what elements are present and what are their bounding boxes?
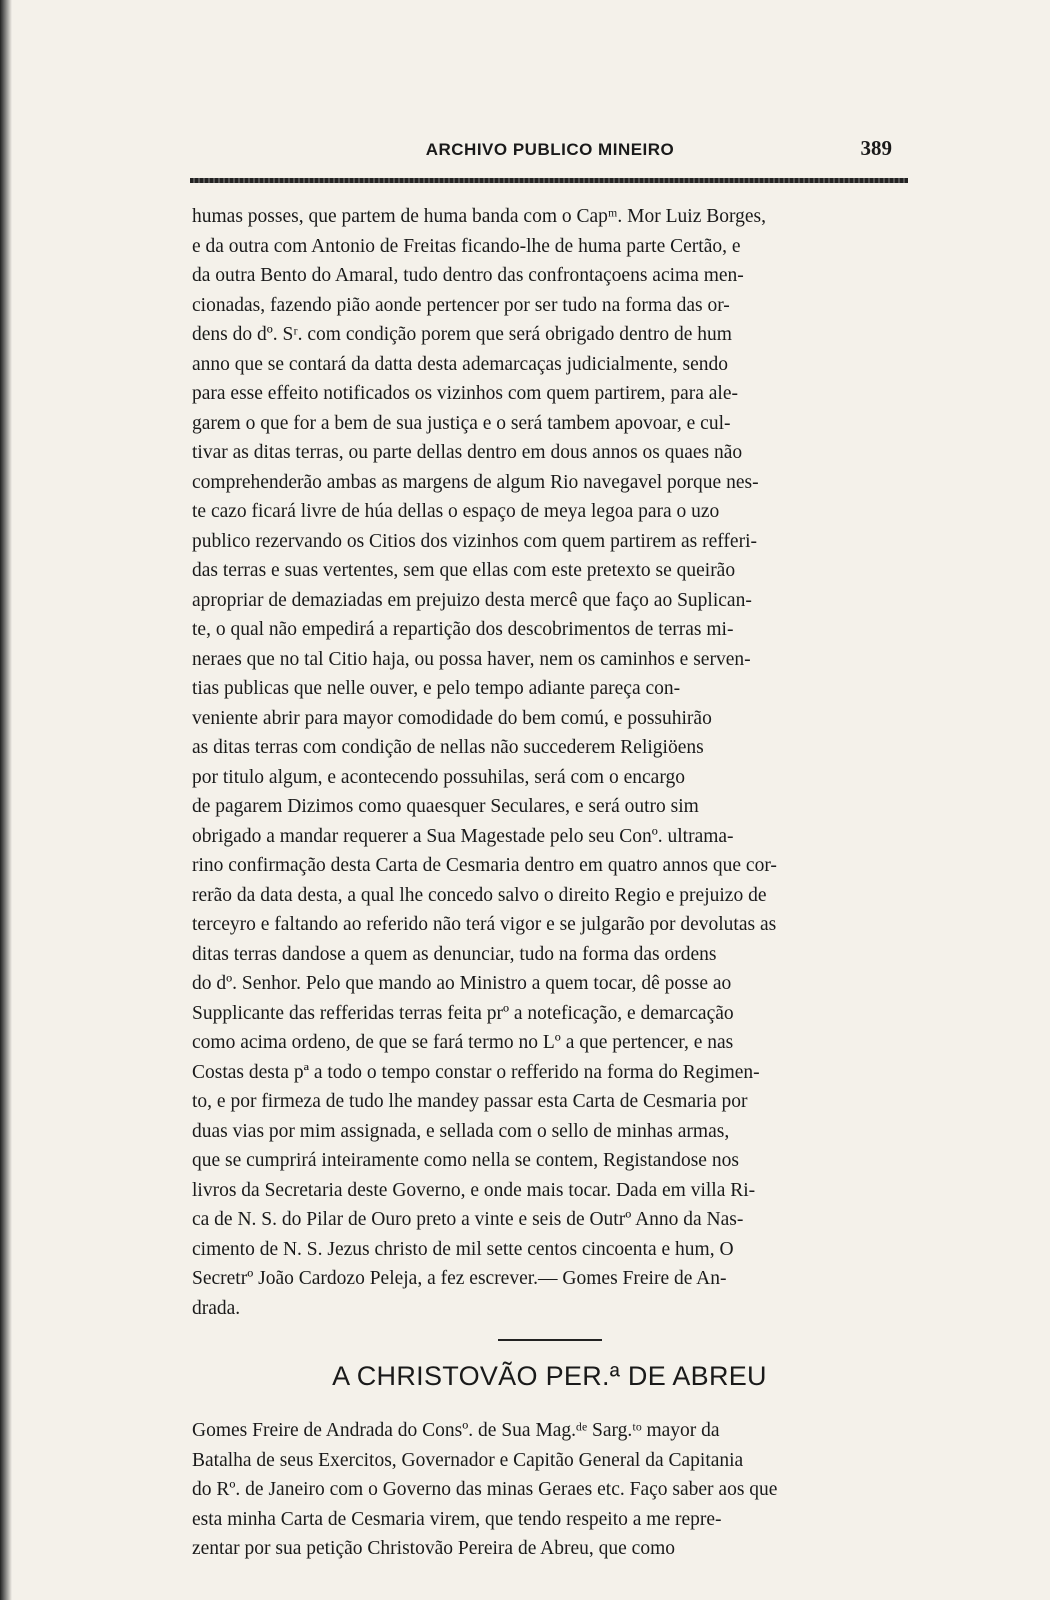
page-number: 389: [860, 136, 892, 160]
page-header: [190, 136, 910, 174]
header-rule: [190, 178, 908, 183]
body-paragraph: humas posses, que partem de huma banda com o Capᵐ. Mor Luiz Borges, e da outra com Antonio de Freitas ficando-lhe de huma parte Certão, e da outra Bento do Amaral, tudo dentro das confrontaçoens acima men- cionadas, fazendo pião aonde pertencer por ser tudo na forma das or- dens do dº. Sʳ. com condição porem que será obrigado dentro de hum anno que se contará da datta desta ademarcaças judicialmente, sendo para esse effeito notificados os vizinhos com quem partirem, para ale- garem o que for a bem de sua justiça e o será tambem apovoar, e cul- tivar as ditas terras, ou parte dellas dentro em dous annos os quaes não comprehenderão ambas as margens de algum Rio navegavel porque nes- te cazo ficará livre de húa dellas o espaço de meya legoa para o uzo publico rezervando os Citios dos vizinhos com quem partirem as refferi- das terras e suas vertentes, sem que ellas com este pretexto se queirão apropriar de demaziadas em prejuizo desta mercê que faço ao Suplican- te, o qual não empedirá a repartição dos descobrimentos de terras mi- neraes que no tal Citio haja, ou possa haver, nem os caminhos e serven- tias publicas que nelle ouver, e pelo tempo adiante pareça con- veniente abrir para mayor comodidade do bem comú, e possuhirão as ditas terras com condição de nellas não succederem Religiöens por titulo algum, e acontecendo possuhilas, será com o encargo de pagarem Dizimos como quaesquer Seculares, e será outro sim obrigado a mandar requerer a Sua Magestade pelo seu Conº. ultrama- rino confirmação desta Carta de Cesmaria dentro em quatro annos que cor- rerão da data desta, a qual lhe concedo salvo o direito Regio e prejuizo de terceyro e faltando ao referido não terá vigor e se julgarão por devolutas as ditas terras dandose a quem as denunciar, tudo na forma das ordens do dº. Senhor. Pelo que mando ao Ministro a quem tocar, dê posse ao Supplicante das refferidas terras feita prº a noteficação, e demarcação como acima ordeno, de que se fará termo no Lº a que pertencer, e nas Costas desta pª a todo o tempo constar o refferido na forma do Regimen- to, e por firmeza de tudo lhe mandey passar esta Carta de Cesmaria por duas vias por mim assignada, e sellada com o sello de minhas armas, que se cumprirá inteiramente como nella se contem, Registandose nos livros da Secretaria deste Governo, e onde mais tocar. Dada em villa Ri- ca de N. S. do Pilar de Ouro preto a vinte e seis de Outrº Anno da Nas- cimento de N. S. Jezus christo de mil sette centos cincoenta e hum, O Secretrº João Cardozo Peleja, a fez escrever.— Gomes Freire de An- drada.: [192, 206, 777, 1319]
section-heading: A CHRISTOVÃO PER.ª DE ABREU: [332, 1361, 767, 1391]
scan-binding-edge: [0, 0, 14, 1600]
page-body: [192, 202, 907, 1564]
section-divider: [498, 1339, 602, 1341]
body-paragraph-2: Gomes Freire de Andrada do Consº. de Sua Mag.ᵈᵉ Sarg.ᵗᵒ mayor da Batalha de seus Exercitos, Governador e Capitão General da Capitania do Rº. de Janeiro com o Governo das minas Geraes etc. Faço saber aos que esta minha Carta de Cesmaria virem, que tendo respeito a me repre- zentar por sua petição Christovão Pereira de Abreu, que como: [192, 1420, 778, 1559]
running-head: ARCHIVO PUBLICO MINEIRO: [425, 140, 675, 159]
